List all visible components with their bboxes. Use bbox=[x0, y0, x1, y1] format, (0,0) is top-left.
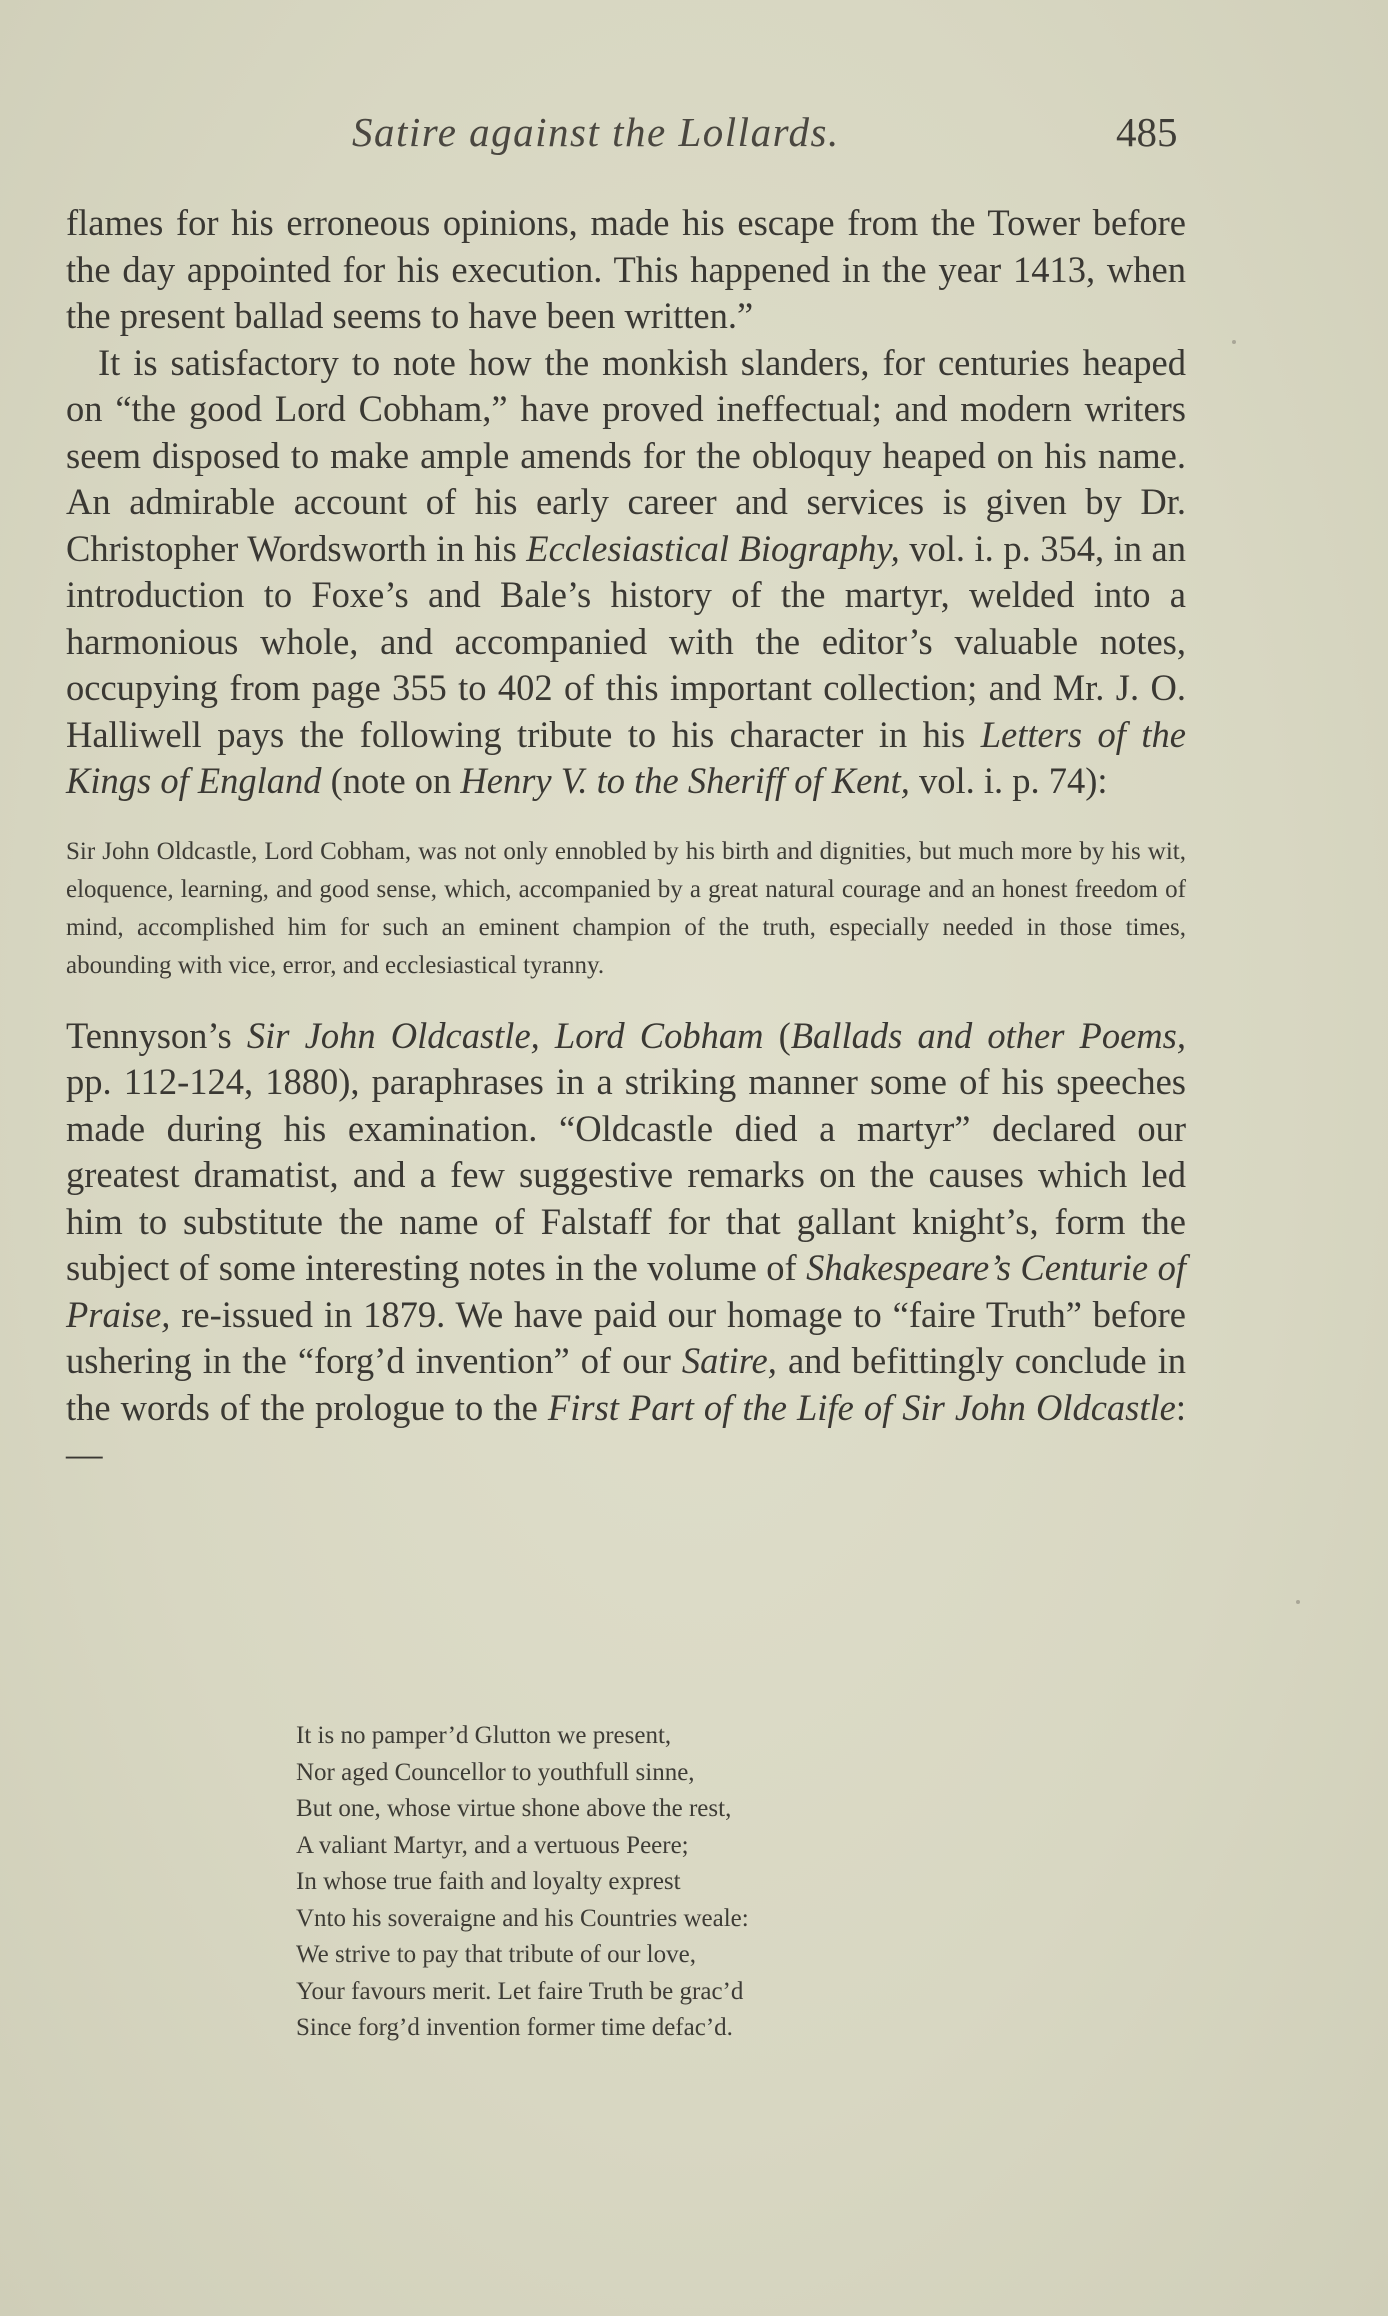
book-title-centurie-of-praise: Shakespeare’s Centurie of Praise, bbox=[66, 1247, 1186, 1335]
block-quote: Sir John Oldcastle, Lord Cobham, was not only ennobled by his birth and dignities, but much more by his wit, eloquence, learning, and good sense, which, accompanied by a great natural courage and an honest freedom of mind, accomplished him for such an eminent champion of the truth, especially needed in those times, abounding with vice, error, and ecclesiastical tyranny. bbox=[66, 837, 1186, 979]
paragraph-cobham bbox=[66, 340, 1186, 805]
page-header bbox=[0, 108, 1388, 168]
text-run: and befittingly conclude in the words of the prologue to the bbox=[66, 1340, 1186, 1428]
text-run: ( bbox=[763, 1014, 791, 1056]
paper-speck bbox=[1296, 1600, 1300, 1604]
text-run: re-issued in 1879. We have paid our homage to “faire Truth” before ushering in the “forg’d invention” of our bbox=[66, 1293, 1186, 1381]
text-run: It is satisfactory to note how the monkish slanders, for centuries heaped on “the good Lord Cobham,” have proved ineffectual; and modern writers seem disposed to make ample amends for the obloquy heaped on his name. An admirable account of his early career and services is given by Dr. Christopher Wordsworth in his bbox=[66, 341, 1186, 569]
play-title-first-part: First Part of the Life of Sir John Oldcastle bbox=[547, 1386, 1176, 1428]
text-run: Tennyson’s bbox=[66, 1014, 247, 1056]
paragraph-continuation: flames for his erroneous opinions, made his escape from the Tower before the day appointed for his execution. This happened in the year 1413, when the present ballad seems to have been written.” bbox=[66, 202, 1186, 336]
text-run: pp. 112-124, 1880), paraphrases in a striking manner some of his speeches made during his examination. “Oldcastle died a martyr” declared our greatest dramatist, and a few suggestive remarks on the causes which led him to substitute the name of Falstaff for that gallant knight’s, form the subject of some interesting notes in the volume of bbox=[66, 1061, 1186, 1288]
text-run: (note on bbox=[321, 760, 461, 801]
page-number: 485 bbox=[1116, 109, 1178, 155]
verse-line: But one, whose virtue shone above the rest, bbox=[296, 1795, 732, 1822]
verse-line: It is no pamper’d Glutton we present, bbox=[296, 1722, 672, 1749]
text-run: vol. i. p. 354, in an introduction to Foxe’s and Bale’s history of the martyr, welded into a harmonious whole, and accompanied with the editor’s valuable notes, occupying from page 355 to 402 of this important collection; and Mr. J. O. Halliwell pays the following tribute to his character in his bbox=[66, 527, 1186, 755]
verse-line: Nor aged Councellor to youthfull sinne, bbox=[296, 1758, 695, 1786]
running-title: Satire against the Lollards. bbox=[352, 109, 840, 155]
letter-title-henry-v: Henry V. to the Sheriff of Kent, bbox=[460, 760, 910, 801]
text-run: :— bbox=[66, 1386, 1186, 1474]
verse-line: In whose true faith and loyalty exprest bbox=[296, 1868, 681, 1895]
text-run: vol. i. p. 74): bbox=[909, 760, 1108, 801]
verse-prologue bbox=[296, 1718, 749, 2047]
verse-line: Your favours merit. Let faire Truth be grac’d bbox=[296, 1977, 744, 2005]
verse-line: We strive to pay that tribute of our love, bbox=[296, 1941, 696, 1968]
paragraph-tennyson bbox=[66, 1013, 1186, 1478]
verse-line: Since forg’d invention former time defac’d. bbox=[296, 2014, 733, 2041]
book-title-ecclesiastical-biography: Ecclesiastical Biography, bbox=[526, 527, 900, 569]
body-text bbox=[66, 200, 1186, 1478]
book-title-ballads: Ballads and other Poems, bbox=[790, 1014, 1186, 1056]
verse-line: Vnto his soveraigne and his Countries weale: bbox=[296, 1904, 749, 1932]
verse-line: A valiant Martyr, and a vertuous Peere; bbox=[296, 1831, 689, 1859]
work-title-satire: Satire, bbox=[681, 1340, 777, 1381]
book-title-letters-of-kings: Letters of the Kings of England bbox=[66, 713, 1186, 801]
work-title-sir-john-oldcastle: Sir John Oldcastle, Lord Cobham bbox=[246, 1014, 764, 1056]
paper-speck bbox=[1232, 340, 1236, 344]
